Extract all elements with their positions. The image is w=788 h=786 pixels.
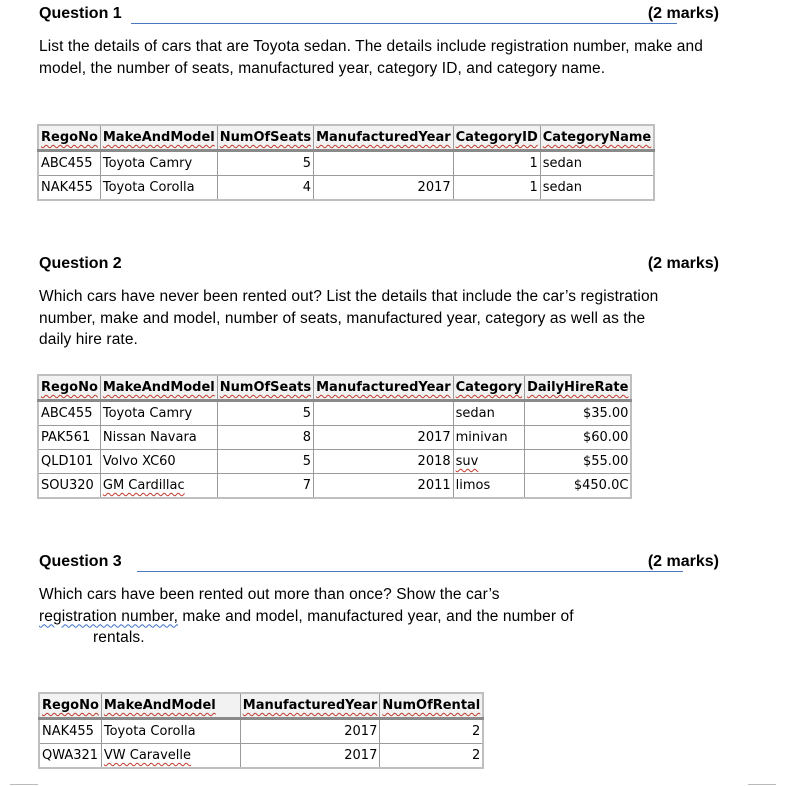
question-2-heading xyxy=(39,255,719,275)
question-3-text xyxy=(39,584,724,649)
cell-rego: NAK455 xyxy=(39,719,101,744)
header-seats: NumOfSeats xyxy=(217,375,313,401)
cell-year: 2017 xyxy=(314,176,454,201)
cell-seats: 5 xyxy=(217,401,313,426)
question-2-table xyxy=(37,374,632,499)
cell-rego: QWA321 xyxy=(39,744,101,769)
question-1-marks: (2 marks) xyxy=(647,5,719,22)
question-3-line-1: Which cars have been rented out more than once? Show the car’s xyxy=(39,586,500,603)
cell-daily-rate: $35.00 xyxy=(525,401,632,426)
cell-make-model: Toyota Corolla xyxy=(101,719,240,744)
table-header-row xyxy=(39,693,483,719)
cell-make-model: Volvo XC60 xyxy=(100,450,217,474)
header-make-model: MakeAndModel xyxy=(100,125,217,151)
question-2-marks: (2 marks) xyxy=(647,255,719,272)
header-rego: RegoNo xyxy=(38,375,100,401)
cell-make-model: Nissan Navara xyxy=(100,426,217,450)
cell-year xyxy=(314,151,454,176)
question-3-line-3: rentals. xyxy=(93,629,145,646)
cell-seats: 7 xyxy=(217,474,313,499)
table-row xyxy=(38,426,631,450)
spellcheck-word: VW Caravelle xyxy=(103,748,192,763)
cell-daily-rate: $55.00 xyxy=(525,450,632,474)
header-year: ManufacturedYear xyxy=(314,125,454,151)
cell-category-id: 1 xyxy=(453,151,540,176)
table-row xyxy=(38,176,654,201)
header-seats: NumOfSeats xyxy=(217,125,313,151)
header-category: Category xyxy=(453,375,524,401)
spellcheck-word: suv xyxy=(455,454,479,469)
cell-daily-rate: $60.00 xyxy=(525,426,632,450)
cell-year: 2017 xyxy=(240,719,380,744)
cell-num-rental: 2 xyxy=(380,744,483,769)
heading-rule xyxy=(131,23,677,24)
question-3-line-2: make and model, manufactured year, and the number of xyxy=(178,607,574,625)
cell-rego: NAK455 xyxy=(38,176,100,201)
table-row xyxy=(39,719,483,744)
header-year: ManufacturedYear xyxy=(314,375,454,401)
table-row xyxy=(38,151,654,176)
table-header-row xyxy=(38,125,654,151)
cell-seats: 4 xyxy=(217,176,313,201)
question-3-title: Question 3 xyxy=(39,553,122,570)
cell-rego: ABC455 xyxy=(38,151,100,176)
question-3-marks: (2 marks) xyxy=(647,553,719,570)
page-corner-mark-right xyxy=(748,784,776,785)
cell-rego: ABC455 xyxy=(38,401,100,426)
heading-rule xyxy=(137,571,683,572)
header-num-rental: NumOfRental xyxy=(380,693,483,719)
question-3-table xyxy=(38,692,484,769)
header-category-id: CategoryID xyxy=(453,125,540,151)
question-1-title: Question 1 xyxy=(39,5,122,22)
cell-seats: 8 xyxy=(217,426,313,450)
page-corner-mark-left xyxy=(10,784,38,785)
question-1-text: List the details of cars that are Toyota sedan. The details include registration number, make and model, the number of seats, manufactured year, category ID, and category name. xyxy=(39,38,703,77)
cell-rego: SOU320 xyxy=(38,474,100,499)
table-row xyxy=(39,744,483,769)
cell-make-model: Toyota Corolla xyxy=(100,176,217,201)
question-3-heading xyxy=(39,553,719,573)
question-3-flagged-phrase: registration number, xyxy=(39,607,178,625)
cell-make-model: Toyota Camry xyxy=(100,401,217,426)
cell-seats: 5 xyxy=(217,450,313,474)
cell-category-name: sedan xyxy=(540,151,654,176)
header-rego: RegoNo xyxy=(39,693,101,719)
cell-year xyxy=(314,401,454,426)
table-row xyxy=(38,474,631,499)
cell-daily-rate: $450.0C xyxy=(525,474,632,499)
question-2-title: Question 2 xyxy=(39,255,122,272)
cell-make-model: Toyota Camry xyxy=(100,151,217,176)
spellcheck-word: GM Cardillac xyxy=(102,478,185,493)
cell-make-model xyxy=(100,474,217,499)
cell-year: 2011 xyxy=(314,474,454,499)
table-row xyxy=(38,450,631,474)
header-year: ManufacturedYear xyxy=(240,693,380,719)
header-rego: RegoNo xyxy=(38,125,100,151)
table-row xyxy=(38,401,631,426)
header-category-name: CategoryName xyxy=(540,125,654,151)
cell-year: 2017 xyxy=(314,426,454,450)
header-make-model: MakeAndModel xyxy=(100,375,217,401)
cell-year: 2017 xyxy=(240,744,380,769)
cell-category: limos xyxy=(453,474,524,499)
cell-category-name: sedan xyxy=(540,176,654,201)
cell-rego: QLD101 xyxy=(38,450,100,474)
cell-year: 2018 xyxy=(314,450,454,474)
cell-rego: PAK561 xyxy=(38,426,100,450)
header-make-model: MakeAndModel xyxy=(101,693,240,719)
cell-num-rental: 2 xyxy=(380,719,483,744)
question-1-heading xyxy=(39,5,719,25)
cell-category xyxy=(453,450,524,474)
cell-seats: 5 xyxy=(217,151,313,176)
cell-category: minivan xyxy=(453,426,524,450)
question-1-table xyxy=(37,124,655,201)
question-2-text: Which cars have never been rented out? List the details that include the car’s registration number, make and model, number of seats, manufactured year, category as well as the daily hire rate. xyxy=(39,288,659,348)
cell-category: sedan xyxy=(453,401,524,426)
table-header-row xyxy=(38,375,631,401)
cell-make-model xyxy=(101,744,240,769)
header-daily-rate: DailyHireRate xyxy=(525,375,632,401)
cell-category-id: 1 xyxy=(453,176,540,201)
